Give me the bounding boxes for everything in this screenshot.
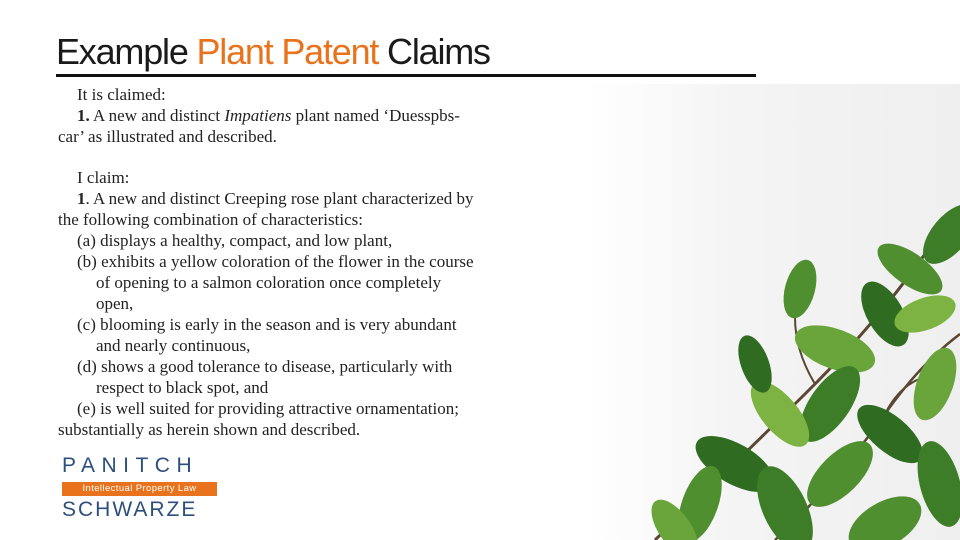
leaf-cluster <box>642 195 960 540</box>
claim-one-line-2: car’ as illustrated and described. <box>58 127 277 146</box>
claim-two-text: . A new and distinct Creeping rose plant characterized by <box>85 189 474 208</box>
claim-one-intro: It is claimed: <box>77 85 166 104</box>
claim-two-intro: I claim: <box>77 168 130 187</box>
title-part-2: Claims <box>378 31 490 72</box>
logo-top-text: PANITCH <box>62 454 199 477</box>
claim-item-b-line-1: (b) exhibits a yellow coloration of the flower in the course <box>77 252 474 271</box>
claim-item-c-line-2: and nearly continuous, <box>96 336 251 355</box>
plant-illustration <box>585 84 960 540</box>
claim-item-d-line-2: respect to black spot, and <box>96 378 269 397</box>
claim-two-line-1 <box>58 188 528 209</box>
logo-band: Intellectual Property Law <box>62 482 217 496</box>
claim-one-genus: Impatiens <box>224 106 292 125</box>
claim-one-line-1 <box>58 105 528 126</box>
claims-text <box>58 84 528 440</box>
claim-item-b-line-3: open, <box>96 294 134 313</box>
claim-closing: substantially as herein shown and described. <box>58 420 361 439</box>
claim-one-text-pre: A new and distinct <box>89 106 225 125</box>
claim-two-line-2: the following combination of characteristics: <box>58 210 363 229</box>
claim-item-c-line-1: (c) blooming is early in the season and is very abundant <box>77 315 457 334</box>
claim-one-number: 1. <box>77 106 90 125</box>
claim-item-d-line-1: (d) shows a good tolerance to disease, particularly with <box>77 357 453 376</box>
firm-logo <box>62 454 217 522</box>
claim-two-number: 1 <box>77 189 86 208</box>
spacer <box>58 147 528 167</box>
claim-one-text-post: plant named ‘Duesspbs- <box>291 106 460 125</box>
title-accent: Plant Patent <box>196 31 379 72</box>
plant-photo <box>585 84 960 540</box>
title-part-1: Example <box>56 31 197 72</box>
claim-item-b-line-2: of opening to a salmon coloration once completely <box>96 273 442 292</box>
logo-bottom-text: SCHWARZE <box>62 498 198 521</box>
claim-item-e: (e) is well suited for providing attractive ornamentation; <box>77 399 459 418</box>
title-underline <box>56 74 756 77</box>
slide-title <box>56 30 490 74</box>
claim-item-a: (a) displays a healthy, compact, and low plant, <box>77 231 393 250</box>
